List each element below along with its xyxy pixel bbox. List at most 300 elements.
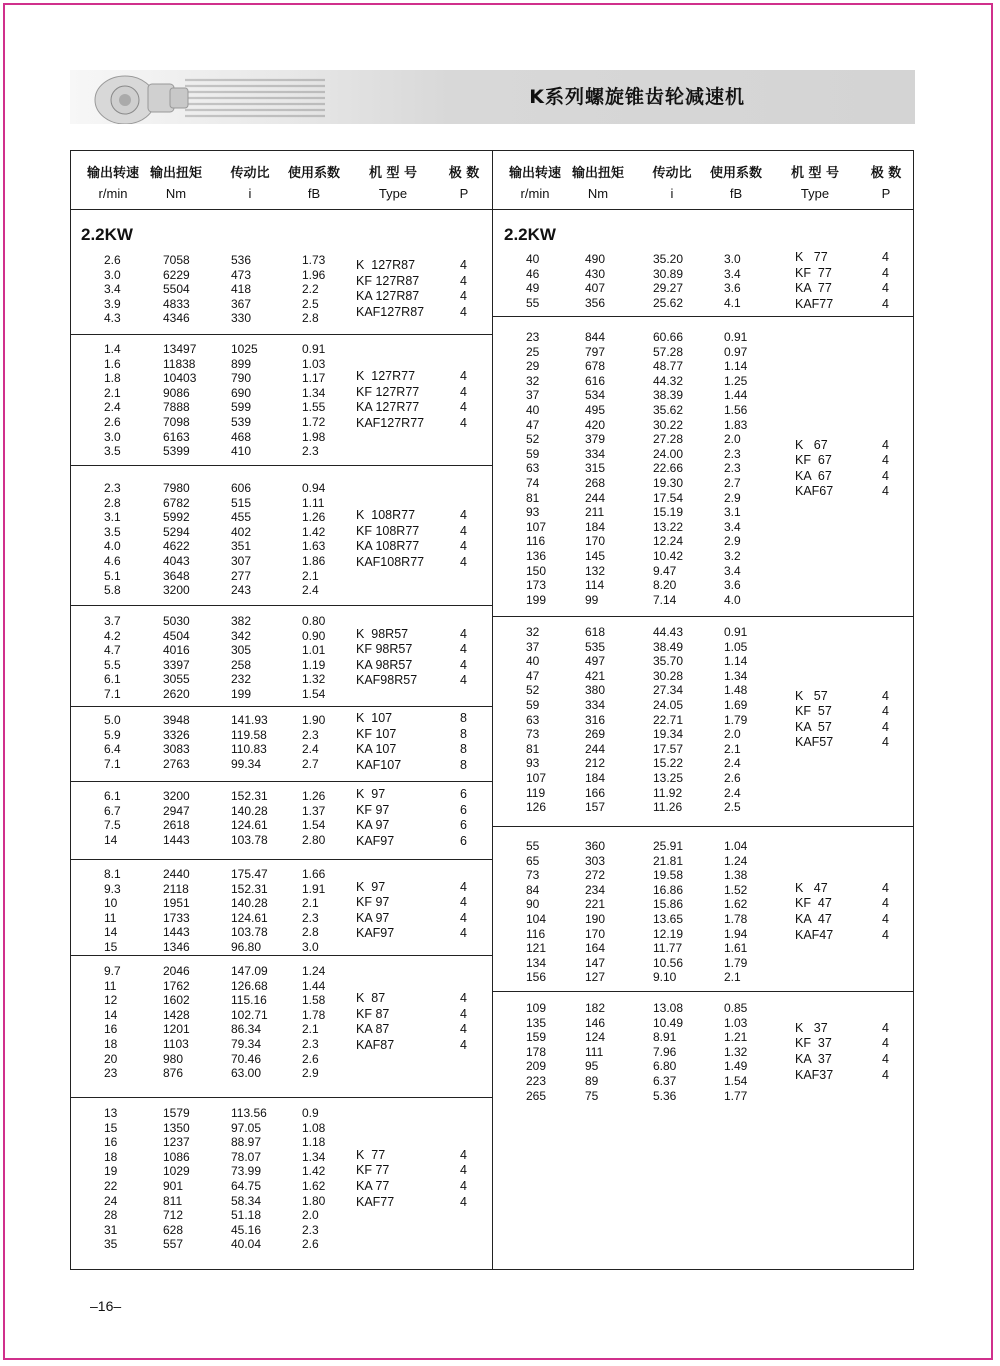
- cell: 141.93: [231, 713, 268, 727]
- cell: 382: [231, 614, 252, 628]
- pole-count: 4: [460, 1163, 467, 1178]
- model-type: K 47: [795, 880, 828, 895]
- cell: 10: [104, 896, 118, 911]
- cell: 3.0: [724, 252, 741, 266]
- cell: 110.83: [231, 742, 267, 757]
- cell: 2.6: [302, 1051, 319, 1066]
- cell: 1.6: [104, 356, 121, 371]
- cell: 268: [585, 476, 606, 490]
- header-3-cn: 使用系数: [287, 166, 341, 181]
- cell: 27.34: [653, 683, 684, 698]
- cell: 367: [231, 296, 252, 311]
- cell: 4.2: [104, 628, 121, 643]
- model-type: KA 77: [356, 1178, 390, 1193]
- pole-count: 4: [882, 265, 889, 280]
- pole-count: 6: [460, 802, 467, 817]
- cell: 15.86: [653, 897, 684, 912]
- header-5-en: P: [881, 186, 891, 201]
- header-3-cn: 使用系数: [709, 166, 763, 181]
- cell: 1.32: [724, 1044, 748, 1059]
- cell: 2.9: [302, 1066, 319, 1081]
- pole-count: 4: [460, 539, 467, 554]
- cell: 3200: [163, 789, 190, 803]
- cell: 44.32: [653, 373, 684, 388]
- model-list: [356, 369, 424, 431]
- cell: 63: [526, 461, 540, 476]
- cell: 1.01: [302, 643, 326, 658]
- cell: 164: [585, 941, 606, 956]
- cell: 11.77: [653, 941, 683, 956]
- cell: 2.1: [724, 970, 741, 985]
- cell: 40: [526, 403, 540, 417]
- cell: 606: [231, 481, 252, 495]
- cell: 3.1: [724, 505, 741, 520]
- model-type: KA 97: [356, 910, 390, 925]
- cell: 473: [231, 267, 252, 282]
- cell: 25: [526, 344, 540, 359]
- cell: 22: [104, 1179, 118, 1193]
- cell: 1.66: [302, 867, 326, 881]
- header-4-cn: 机 型 号: [790, 166, 840, 181]
- model-list: [356, 787, 394, 849]
- pole-count: 4: [882, 1020, 889, 1035]
- model-list: [795, 689, 833, 751]
- pole-count: 4: [460, 673, 467, 688]
- cell: 178: [526, 1044, 547, 1059]
- cell: 272: [585, 868, 606, 883]
- cell: 2763: [163, 756, 190, 771]
- cell: 1.91: [302, 881, 326, 896]
- cell: 152.31: [231, 881, 268, 896]
- cell: 1.25: [724, 373, 748, 388]
- model-type: KF 47: [795, 896, 832, 911]
- cell: 2.3: [104, 481, 121, 495]
- cell: 3397: [163, 657, 190, 672]
- cell: 616: [585, 373, 606, 388]
- cell: 63: [526, 712, 540, 727]
- model-list: [356, 258, 424, 320]
- cell: 1.4: [104, 342, 121, 356]
- cell: 2.3: [302, 727, 319, 742]
- cell: 199: [526, 592, 547, 607]
- cell: 0.91: [724, 625, 748, 639]
- model-type: KA 87: [356, 1022, 390, 1037]
- cell: 360: [585, 839, 606, 853]
- cell: 111: [585, 1044, 604, 1059]
- cell: 3648: [163, 568, 190, 583]
- cell: 1762: [163, 978, 190, 993]
- cell: 3.0: [104, 429, 121, 444]
- cell: 211: [585, 505, 605, 520]
- cell: 1.32: [302, 672, 326, 687]
- cell: 536: [231, 253, 252, 267]
- cell: 410: [231, 444, 252, 459]
- cell: 490: [585, 252, 606, 266]
- cell: 678: [585, 359, 606, 374]
- cell: 2618: [163, 818, 190, 833]
- cell: 2046: [163, 964, 190, 978]
- cell: 1.83: [724, 417, 748, 432]
- cell: 184: [585, 519, 606, 534]
- header-2-cn: 传动比: [230, 166, 270, 181]
- cell: 2.3: [302, 1222, 319, 1237]
- cell: 18: [104, 1037, 118, 1051]
- cell: 407: [585, 281, 606, 296]
- cell: 13.65: [653, 912, 684, 926]
- cell: 901: [163, 1179, 184, 1193]
- cell: 24: [104, 1193, 118, 1208]
- pole-list: [460, 991, 467, 1053]
- cell: 135: [526, 1015, 547, 1030]
- cell: 1.52: [724, 882, 748, 897]
- pole-count: 4: [882, 250, 889, 264]
- cell: 1.61: [724, 941, 748, 956]
- cell: 159: [526, 1030, 547, 1045]
- pole-count: 4: [882, 896, 889, 911]
- pole-count: 6: [460, 833, 467, 848]
- cell: 15.19: [653, 505, 684, 520]
- cell: 3.4: [724, 266, 741, 281]
- cell: 455: [231, 510, 252, 525]
- cell: 1443: [163, 925, 190, 940]
- cell: 11.92: [653, 785, 683, 800]
- model-type: KA 107: [356, 742, 397, 757]
- pole-count: 4: [460, 384, 467, 399]
- cell: 557: [163, 1237, 184, 1252]
- cell: 3.4: [104, 282, 121, 297]
- cell: 5.1: [104, 568, 121, 583]
- cell: 515: [231, 495, 252, 510]
- pole-count: 4: [460, 554, 467, 569]
- cell: 4.3: [104, 311, 121, 326]
- cell: 18: [104, 1149, 118, 1164]
- pole-count: 4: [882, 911, 889, 926]
- model-type: KA 108R77: [356, 539, 420, 554]
- cell: 7.1: [104, 756, 121, 771]
- model-type: K 98R57: [356, 626, 409, 641]
- cell: 35.20: [653, 252, 684, 266]
- pole-count: 4: [882, 296, 889, 311]
- cell: 19.34: [653, 727, 684, 742]
- pole-count: 4: [460, 369, 467, 384]
- cell: 2.8: [104, 495, 121, 510]
- cell: 0.85: [724, 1001, 748, 1015]
- model-type: K 127R77: [356, 369, 416, 384]
- cell: 3.7: [104, 614, 121, 628]
- cell: 1.44: [302, 978, 326, 993]
- header-1-en: Nm: [165, 186, 187, 201]
- cell: 24.00: [653, 446, 684, 461]
- cell: 1350: [163, 1120, 190, 1135]
- model-type: KA 47: [795, 911, 832, 926]
- cell: 99.34: [231, 756, 262, 771]
- cell: 303: [585, 853, 606, 868]
- model-type: KF 127R77: [356, 384, 420, 399]
- cell: 23: [526, 330, 540, 344]
- model-type: KAF127R77: [356, 415, 425, 430]
- cell: 109: [526, 1001, 547, 1015]
- cell: 73.99: [231, 1164, 262, 1179]
- model-type: KA 98R57: [356, 657, 413, 672]
- cell: 2.1: [104, 385, 121, 400]
- cell: 1.54: [302, 818, 326, 833]
- cell: 5504: [163, 282, 190, 297]
- cell: 6782: [163, 495, 190, 510]
- header-2-en: i: [670, 186, 674, 201]
- header-4-en: Type: [378, 186, 408, 201]
- pole-count: 4: [460, 305, 467, 320]
- cell: 380: [585, 683, 606, 698]
- cell: 2.1: [302, 1022, 319, 1037]
- cell: 2.4: [724, 756, 741, 771]
- cell: 2.80: [302, 832, 326, 847]
- cell: 126.68: [231, 978, 268, 993]
- cell: 13497: [163, 342, 197, 356]
- cell: 418: [231, 282, 252, 297]
- cell: 1.26: [302, 789, 326, 803]
- cell: 2.6: [724, 771, 741, 785]
- cell: 20: [104, 1051, 118, 1066]
- cell: 147: [585, 955, 606, 970]
- cell: 49: [526, 281, 540, 296]
- cell: 2.8: [302, 925, 319, 940]
- cell: 2.3: [724, 461, 741, 476]
- cell: 7058: [163, 253, 190, 267]
- cell: 32: [526, 625, 540, 639]
- pole-count: 4: [460, 258, 467, 273]
- cell: 2.0: [302, 1208, 319, 1223]
- model-type: KF 57: [795, 704, 832, 719]
- cell: 134: [526, 955, 547, 970]
- pole-count: 4: [882, 1052, 889, 1067]
- cell: 9.10: [653, 970, 677, 985]
- cell: 2.0: [724, 727, 741, 742]
- cell: 121: [526, 941, 547, 956]
- cell: 124: [585, 1030, 606, 1045]
- cell: 1.34: [724, 668, 748, 683]
- pole-count: 4: [882, 437, 889, 452]
- cell: 12.24: [653, 534, 684, 549]
- cell: 147.09: [231, 964, 268, 978]
- cell: 2.1: [302, 896, 319, 911]
- cell: 28: [104, 1208, 118, 1223]
- cell: 1.56: [724, 403, 748, 417]
- cell: 19.30: [653, 476, 684, 490]
- cell: 103.78: [231, 832, 268, 847]
- cell: 2.4: [724, 785, 741, 800]
- pole-count: 4: [460, 926, 467, 941]
- cell: 334: [585, 698, 606, 712]
- cell: 5294: [163, 524, 190, 539]
- cell: 4.0: [724, 592, 741, 607]
- cell: 2118: [163, 881, 189, 896]
- cell: 1.18: [302, 1135, 326, 1150]
- cell: 4.7: [104, 643, 121, 658]
- cell: 3.1: [104, 510, 121, 525]
- model-type: K 97: [356, 787, 386, 801]
- cell: 1428: [163, 1007, 190, 1022]
- header-5-cn: 极 数: [870, 166, 902, 181]
- cell: 1.98: [302, 429, 326, 444]
- cell: 29: [526, 359, 540, 374]
- cell: 58.34: [231, 1193, 262, 1208]
- cell: 7888: [163, 400, 190, 415]
- cell: 232: [231, 672, 252, 687]
- cell: 876: [163, 1066, 184, 1081]
- pole-list: [460, 880, 467, 942]
- cell: 3.4: [724, 519, 741, 534]
- pole-list: [460, 787, 467, 849]
- pole-count: 4: [460, 415, 467, 430]
- cell: 2.1: [724, 741, 741, 756]
- pole-count: 4: [460, 642, 467, 657]
- cell: 430: [585, 266, 606, 281]
- cell: 16.86: [653, 882, 684, 897]
- cell: 22.66: [653, 461, 684, 476]
- model-list: [795, 250, 833, 312]
- cell: 73: [526, 727, 540, 742]
- cell: 2.3: [302, 1037, 319, 1051]
- header-0-en: r/min: [520, 186, 550, 201]
- pole-list: [882, 250, 889, 312]
- cell: 63.00: [231, 1066, 262, 1081]
- cell: 2620: [163, 687, 190, 701]
- cell: 44.43: [653, 625, 684, 639]
- cell: 3.5: [104, 524, 121, 539]
- pole-list: [460, 711, 467, 773]
- cell: 27.28: [653, 432, 684, 447]
- cell: 55: [526, 295, 540, 310]
- pole-list: [460, 258, 467, 320]
- cell: 11: [104, 910, 117, 925]
- header-3-en: fB: [729, 186, 743, 201]
- cell: 40: [526, 654, 540, 669]
- pole-count: 4: [460, 1006, 467, 1021]
- cell: 5.9: [104, 727, 121, 742]
- cell: 1201: [163, 1022, 190, 1037]
- model-type: KAF107: [356, 757, 402, 772]
- cell: 0.80: [302, 614, 326, 628]
- header-5-en: P: [459, 186, 469, 201]
- cell: 1.21: [724, 1030, 748, 1045]
- cell: 2.0: [724, 432, 741, 447]
- cell: 5992: [163, 510, 190, 525]
- cell: 35.62: [653, 403, 684, 417]
- cell: 1.55: [302, 400, 326, 415]
- cell: 1.03: [724, 1015, 748, 1030]
- pole-count: 8: [460, 726, 467, 741]
- cell: 1.04: [724, 839, 748, 853]
- cell: 209: [526, 1059, 547, 1074]
- cell: 244: [585, 741, 606, 756]
- cell: 47: [526, 668, 540, 683]
- pole-count: 4: [882, 453, 889, 468]
- cell: 811: [163, 1193, 183, 1208]
- cell: 3.0: [302, 940, 319, 954]
- cell: 3055: [163, 672, 190, 687]
- cell: 113.56: [231, 1106, 267, 1120]
- cell: 23: [104, 1066, 118, 1081]
- cell: 0.97: [724, 344, 748, 359]
- cell: 7980: [163, 481, 190, 495]
- cell: 3.5: [104, 444, 121, 459]
- model-list: [356, 991, 394, 1053]
- cell: 119.58: [231, 727, 267, 742]
- cell: 4043: [163, 554, 190, 568]
- cell: 3948: [163, 713, 190, 727]
- cell: 1.69: [724, 698, 748, 712]
- pole-count: 4: [460, 1022, 467, 1037]
- cell: 115.16: [231, 993, 267, 1008]
- cell: 628: [163, 1222, 184, 1237]
- pole-count: 4: [882, 927, 889, 942]
- cell: 212: [585, 756, 606, 771]
- cell: 1.24: [302, 964, 326, 978]
- cell: 126: [526, 800, 547, 815]
- cell: 5030: [163, 614, 190, 628]
- cell: 12.19: [653, 926, 684, 941]
- cell: 7.96: [653, 1044, 677, 1059]
- cell: 2.6: [104, 415, 121, 429]
- pole-list: [460, 627, 467, 689]
- cell: 24.05: [653, 698, 684, 712]
- cell: 1237: [163, 1135, 190, 1150]
- cell: 2.6: [302, 1237, 319, 1252]
- cell: 166: [585, 785, 606, 800]
- model-list: [356, 508, 424, 570]
- cell: 402: [231, 524, 252, 539]
- pole-count: 4: [882, 468, 889, 483]
- cell: 1.08: [302, 1120, 326, 1135]
- model-list: [356, 1148, 394, 1210]
- cell: 3.6: [724, 578, 741, 593]
- cell: 1.96: [302, 267, 326, 282]
- pole-count: 8: [460, 742, 467, 757]
- pole-list: [882, 689, 889, 751]
- cell: 47: [526, 417, 540, 432]
- model-type: KA 37: [795, 1052, 832, 1067]
- cell: 157: [585, 800, 606, 815]
- cell: 0.9: [302, 1106, 319, 1120]
- model-type: KF 127R87: [356, 273, 420, 288]
- cell: 16: [104, 1135, 118, 1150]
- model-type: KF 107: [356, 726, 397, 741]
- pole-count: 6: [460, 787, 467, 801]
- cell: 1.14: [724, 654, 748, 669]
- cell: 3083: [163, 742, 190, 757]
- cell: 0.91: [724, 330, 748, 344]
- cell: 3.0: [104, 267, 121, 282]
- header-1-cn: 输出扭矩: [571, 166, 625, 181]
- cell: 3326: [163, 727, 190, 742]
- cell: 140.28: [231, 803, 268, 818]
- cell: 1.42: [302, 1164, 326, 1179]
- header-1-en: Nm: [587, 186, 609, 201]
- cell: 4833: [163, 296, 190, 311]
- cell: 1.54: [302, 687, 326, 701]
- model-type: KF 77: [795, 265, 832, 280]
- cell: 11838: [163, 356, 196, 371]
- cell: 11: [104, 978, 117, 993]
- cell: 5.0: [104, 713, 121, 727]
- cell: 9086: [163, 385, 190, 400]
- cell: 1.8: [104, 371, 121, 386]
- cell: 2.4: [302, 742, 319, 757]
- pole-count: 4: [882, 1067, 889, 1082]
- cell: 1.79: [724, 712, 748, 727]
- cell: 2.2: [302, 282, 319, 297]
- cell: 116: [526, 534, 546, 549]
